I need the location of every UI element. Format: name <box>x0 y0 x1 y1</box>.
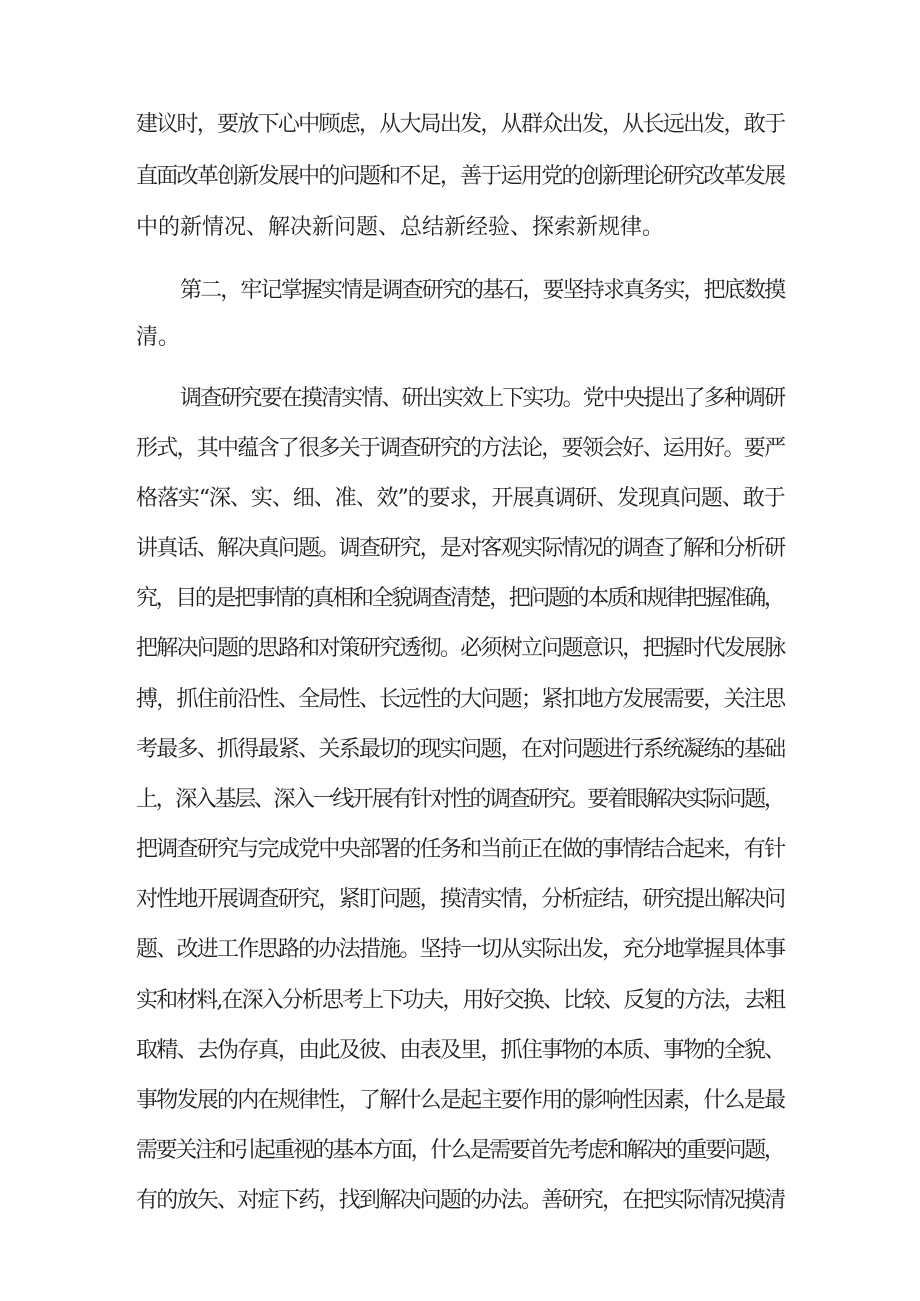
text-line: 建议时，要放下心中顾虑，从大局出发，从群众出发，从长远出发，敢于 <box>136 112 785 137</box>
text-line: 把解决问题的思路和对策研究透彻。必须树立问题意识，把握时代发展脉 <box>136 636 785 661</box>
text-line: 调查研究要在摸清实情、研出实效上下实功。党中央提出了多种调研 <box>180 386 785 411</box>
text-line: 考最多、抓得最紧、关系最切的现实问题，在对问题进行系统凝练的基础 <box>136 737 785 762</box>
text-line: 清。 <box>136 325 181 350</box>
text-line: 把调查研究与完成党中央部署的任务和当前正在做的事情结合起来，有针 <box>136 837 785 862</box>
text-line: 实和材料,在深入分析思考上下功夫，用好交换、比较、反复的方法，去粗 <box>136 988 784 1013</box>
text-line: 中的新情况、解决新问题、总结新经验、探索新规律。 <box>136 215 665 240</box>
text-line: 究，目的是把事情的真相和全貌调查清楚，把问题的本质和规律把握准确， <box>136 586 784 611</box>
text-line: 对性地开展调查研究，紧盯问题，摸清实情，分析症结，研究提出解决问 <box>136 887 785 912</box>
text-line: 有的放矢、对症下药，找到解决问题的办法。善研究，在把实际情况摸清 <box>136 1188 785 1213</box>
text-line: 搏，抓住前沿性、全局性、长远性的大问题；紧扣地方发展需要，关注思 <box>136 687 785 712</box>
text-line: 取精、去伪存真，由此及彼、由表及里，抓住事物的本质、事物的全貌、 <box>136 1038 785 1063</box>
text-line: 需要关注和引起重视的基本方面，什么是需要首先考虑和解决的重要问题， <box>136 1138 784 1163</box>
text-line: 格落实“深、实、细、准、效”的要求，开展真调研、发现真问题、敢于 <box>136 486 785 511</box>
text-line: 直面改革创新发展中的问题和不足，善于运用党的创新理论研究改革发展 <box>136 164 785 189</box>
text-line: 形式，其中蕴含了很多关于调查研究的方法论，要领会好、运用好。要严 <box>136 436 785 461</box>
text-line: 上，深入基层、深入一线开展有针对性的调查研究。要着眼解决实际问题， <box>136 787 784 812</box>
text-line: 题、改进工作思路的办法措施。坚持一切从实际出发，充分地掌握具体事 <box>136 937 785 962</box>
text-line: 讲真话、解决真问题。调查研究，是对客观实际情况的调查了解和分析研 <box>136 536 785 561</box>
text-line: 事物发展的内在规律性，了解什么是起主要作用的影响性因素，什么是最 <box>136 1088 785 1113</box>
paragraph-heading: 第二，牢记掌握实情是调查研究的基石，要坚持求真务实，把底数摸 <box>180 278 785 303</box>
